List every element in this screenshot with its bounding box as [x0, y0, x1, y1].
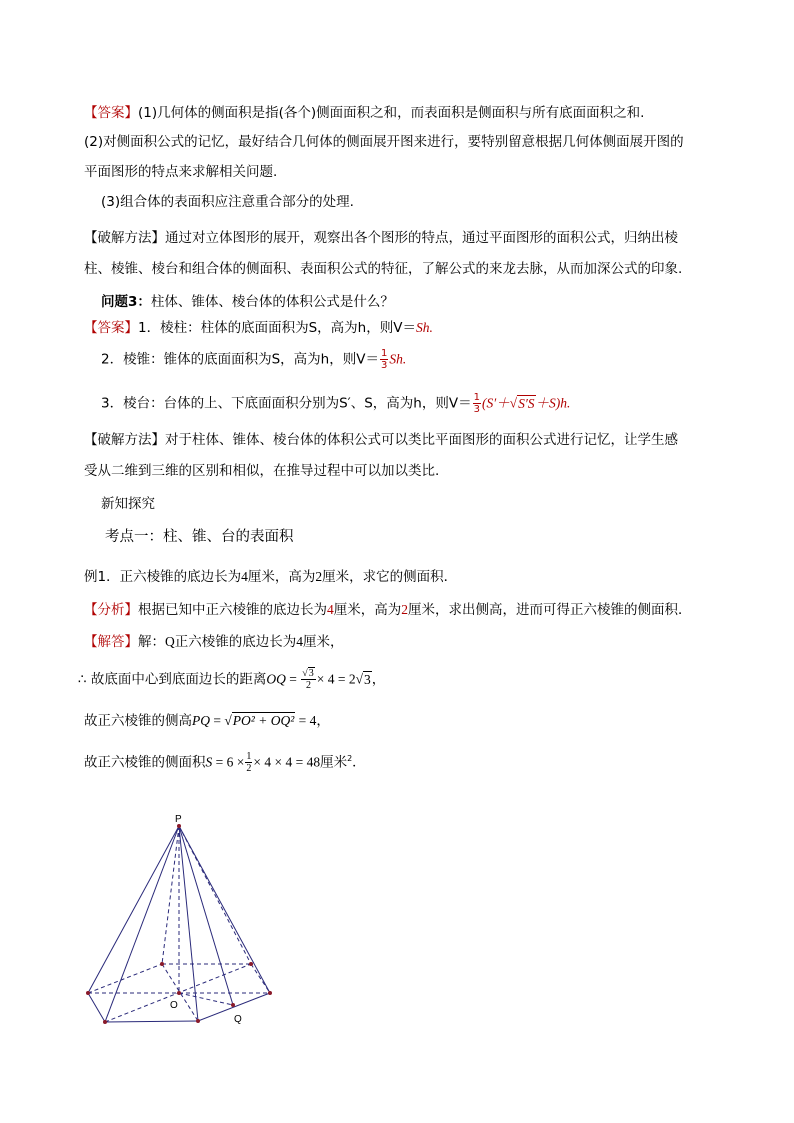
pyramid-volume-tail: Sh.: [389, 351, 407, 367]
analysis-value-4: 4: [327, 602, 334, 617]
answer-3-line-2: [101, 348, 406, 371]
base-edge: [105, 1021, 198, 1022]
hexagonal-pyramid-figure: [70, 812, 290, 1032]
method-paragraph-1: [84, 228, 678, 248]
vertex: [196, 1019, 200, 1023]
method-label: 【破解方法】: [84, 230, 165, 246]
solution-line-3-eq: =: [210, 713, 225, 728]
unit-squared: 2: [347, 754, 353, 763]
hidden-base-edge: [251, 964, 270, 993]
analysis-text-b: 厘米，高为: [333, 602, 402, 618]
prism-volume-formula: Sh.: [415, 320, 433, 335]
solution-text-a: 解：: [138, 634, 165, 650]
method-paragraph-2: [84, 430, 678, 450]
solution-line-4-eq: = 6 ×: [212, 754, 245, 770]
solution-label: 【解答】: [84, 634, 138, 650]
solution-line-2-eq: =: [285, 671, 301, 687]
answer-3-line-2-text: 2．棱锥：锥体的底面面积为S，高为h，则V＝: [101, 351, 379, 368]
vertex: [160, 962, 164, 966]
solution-line-2-end: ，: [371, 671, 386, 688]
answer-text-1: (1)几何体的侧面积是指(各个)侧面面积之和，而表面积是侧面积与所有底面面积之和.: [138, 105, 645, 121]
solution-line-2: [78, 668, 385, 691]
analysis-value-2: 2: [401, 602, 408, 617]
unit-cm: 厘米: [320, 754, 348, 771]
solution-line-3-end: ，: [316, 713, 330, 729]
segment-oq: OQ: [266, 671, 286, 687]
example-1: [84, 567, 457, 587]
solution-line-3: [84, 711, 330, 731]
area-symbol: S: [205, 754, 213, 770]
vertex: [86, 991, 90, 995]
solution-line-3-text: 故正六棱锥的侧高: [84, 713, 192, 729]
segment-pq: PQ: [192, 713, 210, 728]
analysis: [84, 600, 692, 620]
two-sqrt3: √3: [355, 671, 371, 687]
method-text-2: 对于柱体、锥体、棱台体的体积公式可以类比平面图形的面积公式进行记忆，让学生感: [165, 432, 678, 448]
vertex: [103, 1020, 107, 1024]
example-text-a: 例1．正六棱锥的底边长为: [84, 569, 242, 585]
question-3: [101, 292, 394, 312]
label-p: P: [175, 814, 182, 825]
pq-radical: √PO² + OQ²: [224, 713, 295, 728]
answer-3-line-1: [84, 318, 433, 338]
method-label-2: 【破解方法】: [84, 432, 165, 448]
answer-3-line-3: [101, 392, 570, 415]
example-text-b: 厘米，高为: [247, 569, 316, 585]
analysis-label: 【分析】: [84, 602, 138, 618]
solution-value-4: 4: [296, 634, 303, 649]
answer-3-line-3-text: 3．棱台：台体的上、下底面面积分别为S′、S，高为h，则V＝: [101, 395, 472, 412]
vertex: [268, 991, 272, 995]
question-3-label: 问题3：: [101, 294, 151, 310]
frustum-volume-tail: ＋S)h.: [535, 395, 571, 411]
method-paragraph-2-line-2: 受从二维到三维的区别和相似，在推导过程中可以加以类比.: [84, 463, 440, 479]
center-o: [177, 991, 181, 995]
point-q: [231, 1003, 235, 1007]
topic-heading: 考点一：柱、锥、台的表面积: [105, 529, 294, 545]
example-value-2: 2: [315, 569, 323, 584]
one-half: $\frac{1}{2}$: [246, 751, 252, 774]
answer-label: 【答案】: [84, 105, 138, 121]
solution-line-4: [84, 751, 366, 774]
answer-item-2-line-2: 平面图形的特点来求解相关问题.: [84, 164, 278, 180]
solution-line-1: [84, 632, 344, 652]
solution-line-4-end: ．: [352, 754, 366, 771]
pyramid-volume-fraction: $\frac{1}{3}$: [380, 348, 388, 371]
segment-oq-line: [179, 993, 233, 1005]
solution-line-2-rest: × 4 = 2: [316, 671, 356, 687]
because-symbol: Q: [165, 634, 175, 649]
lateral-edge: [88, 826, 179, 993]
hidden-lateral-edge: [162, 826, 179, 964]
answer-paragraph-1: [84, 103, 644, 123]
example-text-c: 厘米，求它的侧面积．: [322, 569, 458, 585]
method-paragraph-1-line-2: 柱、棱锥、棱台和组合体的侧面积、表面积公式的特征，了解公式的来龙去脉，从而加深公式的印象.: [84, 261, 683, 277]
answer-3-line-1-text: 1．棱柱：柱体的底面面积为S，高为h，则V＝: [138, 320, 416, 336]
example-value-4: 4: [241, 569, 248, 584]
label-o: O: [170, 1000, 178, 1011]
solution-line-3-rest: = 4: [295, 713, 317, 728]
label-q: Q: [234, 1014, 242, 1025]
solution-line-4-text: 故正六棱锥的侧面积: [84, 754, 206, 771]
analysis-text-a: 根据已知中正六棱锥的底边长为: [138, 602, 327, 618]
answer-item-3: (3)组合体的表面积应注意重合部分的处理.: [101, 194, 354, 210]
question-3-text: 柱体、锥体、棱台体的体积公式是什么？: [150, 294, 394, 310]
vertex: [249, 962, 253, 966]
solution-text-c: 厘米，: [303, 634, 344, 650]
solution-line-4-rest: × 4 × 4 = 48: [253, 754, 321, 770]
solution-line-2-text: ∴ 故底面中心到底面边长的距离: [78, 671, 267, 688]
answer-3-label: 【答案】: [84, 320, 138, 336]
slant-height-pq: [179, 826, 233, 1005]
frustum-volume-fraction: $\frac{1}{3}$: [473, 392, 480, 415]
frustum-volume-open: (S′＋: [481, 395, 510, 411]
section-heading: 新知探究: [101, 496, 155, 512]
frustum-volume-sqrt: √S′S: [509, 395, 535, 411]
analysis-text-c: 厘米，求出侧高，进而可得正六棱锥的侧面积．: [408, 602, 692, 618]
answer-item-2-line-1: (2)对侧面积公式的记忆，最好结合几何体的侧面展开图来进行，要特别留意根据几何体侧面展开图的: [84, 134, 684, 150]
sqrt3-over-2: $\frac{√3}{2}$: [302, 668, 314, 691]
base-edge: [88, 993, 105, 1022]
solution-text-b: 正六棱锥的底边长为: [174, 634, 297, 650]
hidden-lateral-edge: [179, 826, 251, 964]
method-text-1: 通过对立体图形的展开，观察出各个图形的特点，通过平面图形的面积公式，归纳出棱: [165, 230, 678, 246]
